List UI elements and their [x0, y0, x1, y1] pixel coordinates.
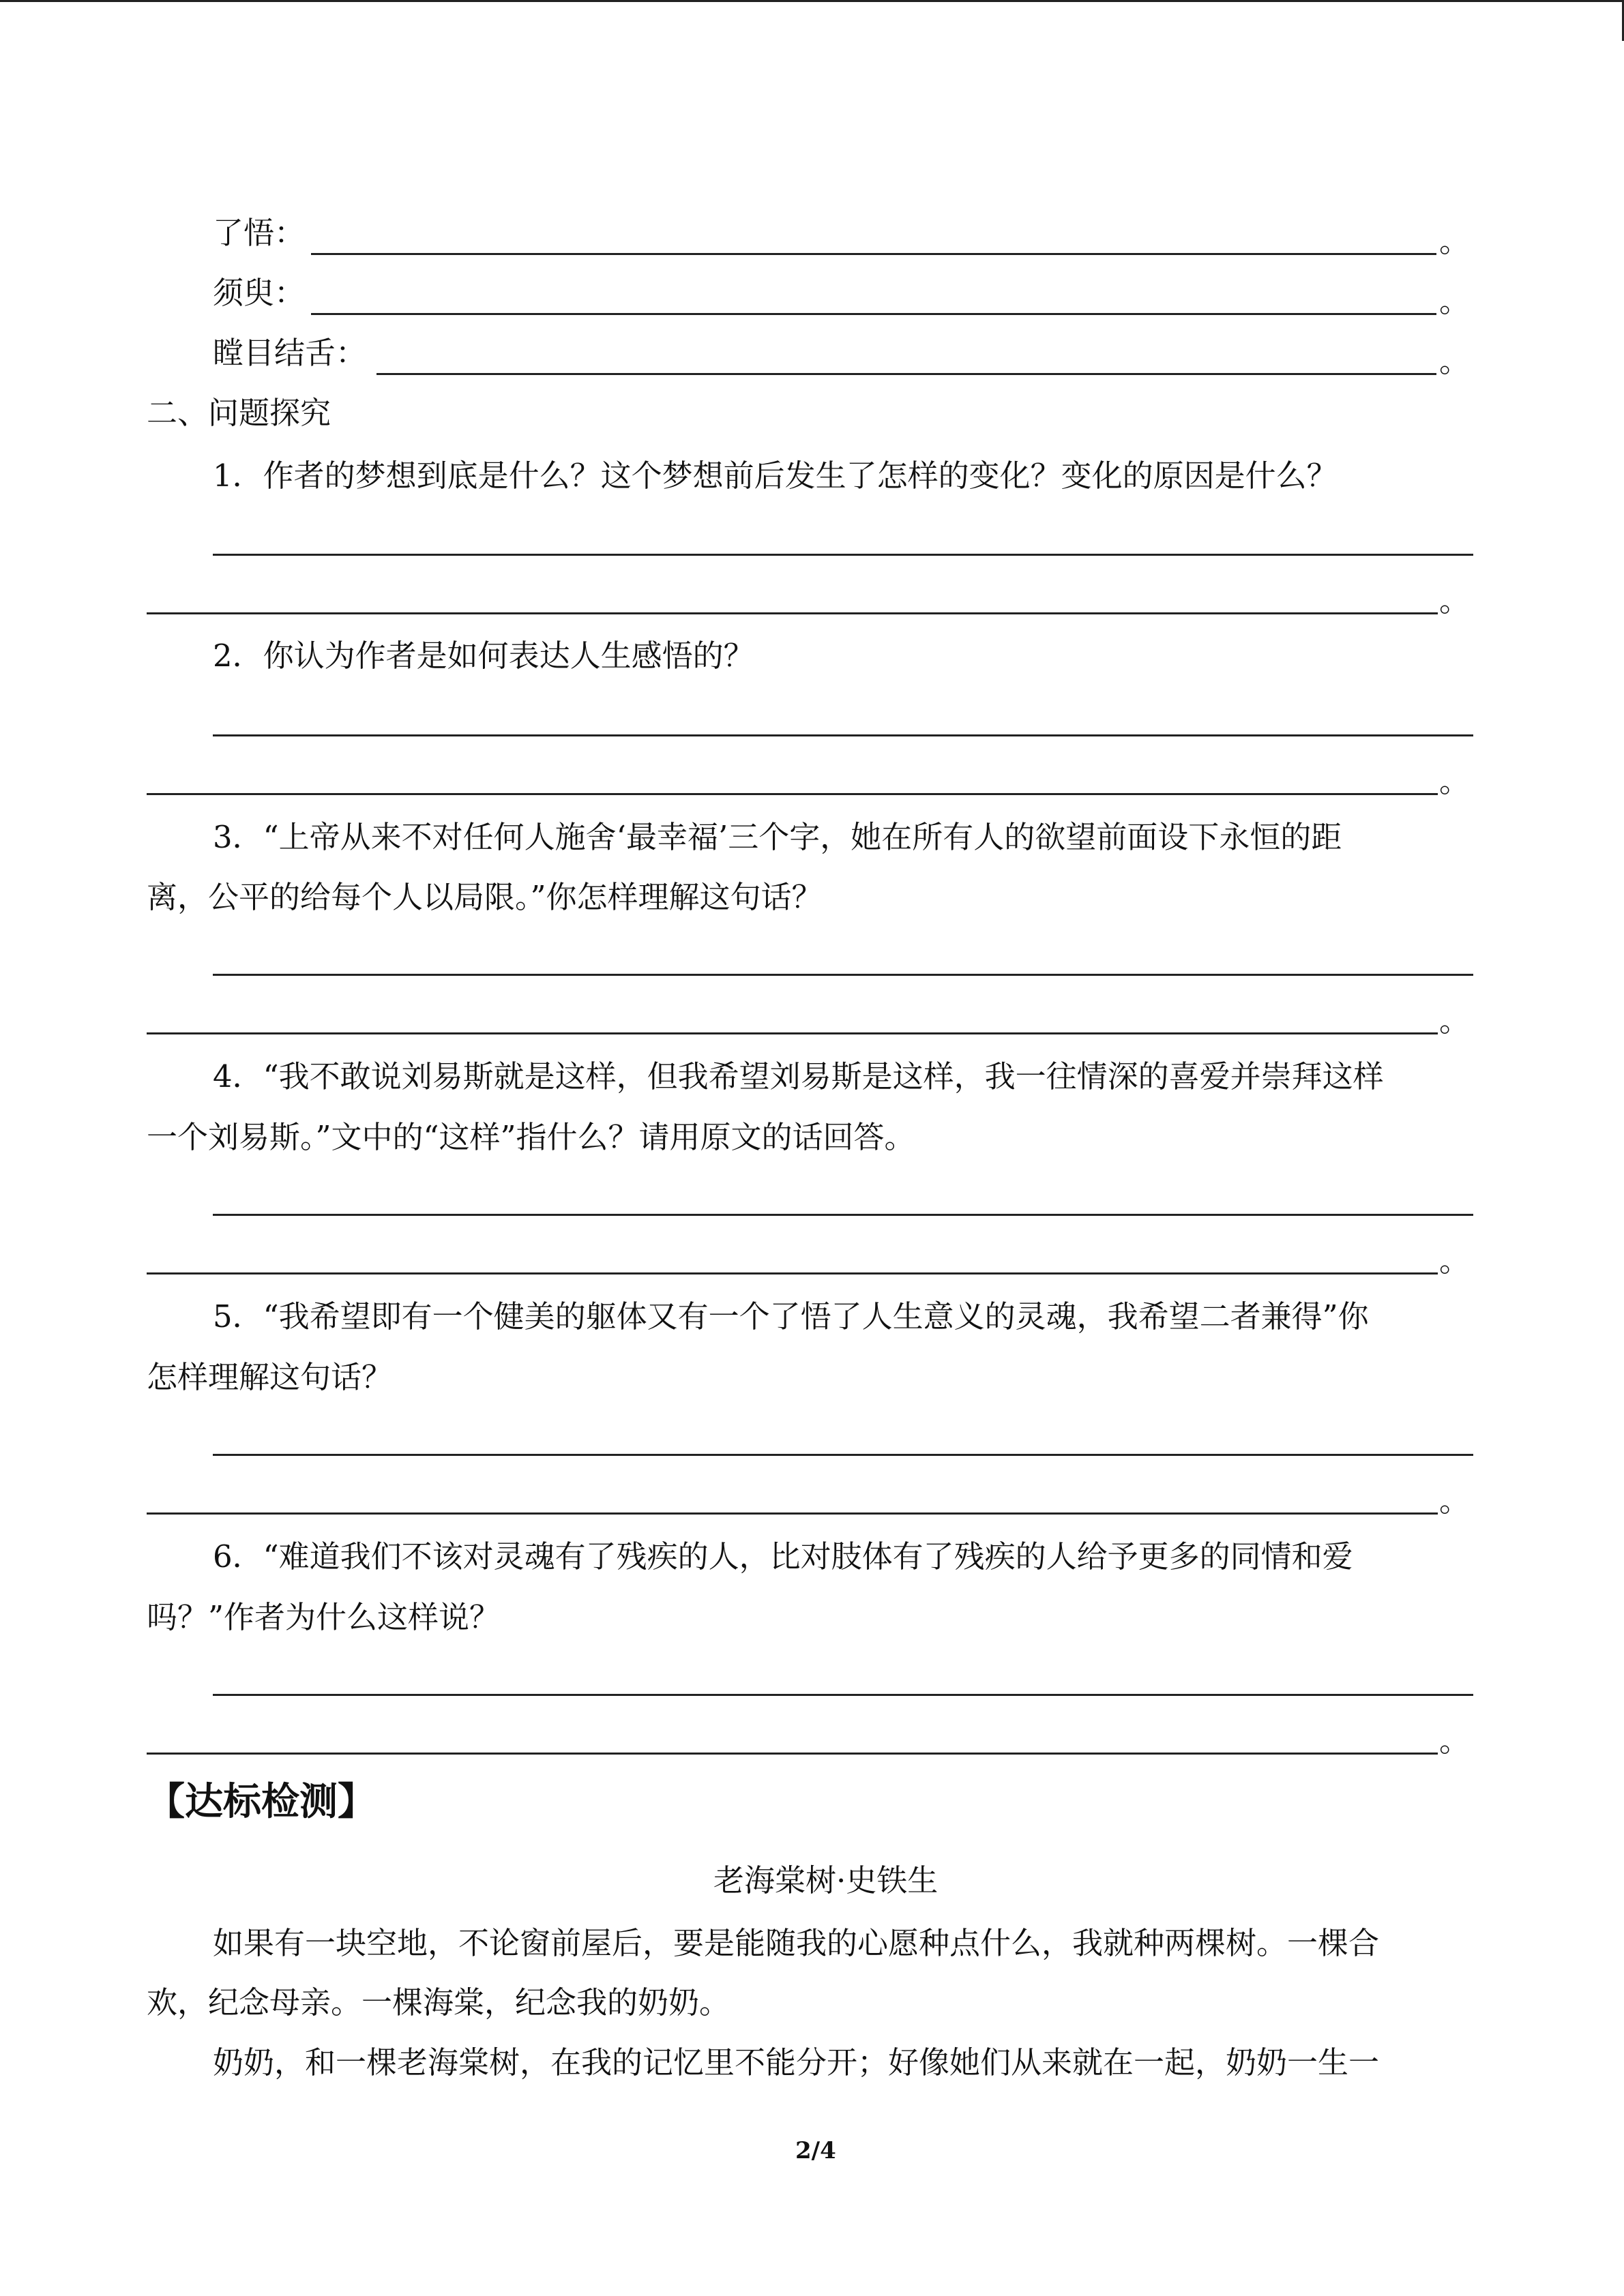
answer-line [147, 1032, 1438, 1034]
end-mark: 。 [1439, 763, 1471, 799]
end-mark: 。 [1439, 1482, 1471, 1519]
answer-line [147, 612, 1438, 614]
page-number: 2/4 [795, 2137, 836, 2164]
vocab-term-xuyu: 须臾： [213, 275, 306, 311]
question-3-text-line-2: 离，公平的给每个人以局限。”你怎样理解这句话？ [147, 879, 823, 915]
end-mark: 。 [1439, 582, 1471, 618]
end-mark: 。 [1439, 343, 1471, 379]
question-5-text-line-1: 5．“我希望即有一个健美的躯体又有一个了悟了人生意义的灵魂，我希望二者兼得”你 [213, 1298, 1369, 1335]
question-1-text: 1．作者的梦想到底是什么？这个梦想前后发生了怎样的变化？变化的原因是什么？ [213, 458, 1338, 494]
question-6-text-line-2: 吗？”作者为什么这样说？ [147, 1599, 501, 1635]
answer-line [377, 373, 1436, 375]
section-heading-assessment: 【达标检测】 [147, 1779, 376, 1824]
question-4-text-line-2: 一个刘易斯。”文中的“这样”指什么？请用原文的话回答。 [147, 1119, 915, 1155]
answer-line [213, 1454, 1473, 1456]
question-6-text-line-1: 6．“难道我们不该对灵魂有了残疾的人，比对肢体有了残疾的人给予更多的同情和爱 [213, 1538, 1353, 1575]
question-2-text: 2．你认为作者是如何表达人生感悟的？ [213, 638, 754, 674]
answer-line [311, 313, 1436, 315]
answer-line [147, 1512, 1438, 1515]
question-3-text-line-1: 3．“上帝从来不对任何人施舍‘最幸福’三个字，她在所有人的欲望前面设下永恒的距 [213, 819, 1342, 855]
section-heading-inquiry: 二、问题探究 [147, 395, 331, 431]
end-mark: 。 [1439, 1242, 1471, 1279]
end-mark: 。 [1439, 1002, 1471, 1039]
article-paragraph-1-line-1: 如果有一块空地，不论窗前屋后，要是能随我的心愿种点什么，我就种两棵树。一棵合 [213, 1925, 1380, 1961]
end-mark: 。 [1439, 223, 1471, 259]
end-mark: 。 [1439, 283, 1471, 319]
answer-line [213, 734, 1473, 736]
question-4-text-line-1: 4．“我不敢说刘易斯就是这样，但我希望刘易斯是这样，我一往情深的喜爱并崇拜这样 [213, 1058, 1384, 1094]
article-paragraph-2-line-1: 奶奶，和一棵老海棠树，在我的记忆里不能分开；好像她们从来就在一起，奶奶一生一 [213, 2044, 1380, 2081]
answer-line [147, 1272, 1438, 1274]
vocab-term-chengmujieshe: 瞠目结舌： [213, 335, 367, 371]
answer-line [213, 1694, 1473, 1696]
article-title: 老海棠树·史铁生 [713, 1862, 939, 1898]
answer-line [311, 253, 1436, 255]
answer-line [147, 1753, 1438, 1755]
answer-line [213, 554, 1473, 556]
answer-line [213, 974, 1473, 976]
page-top-border [0, 0, 1624, 2]
answer-line [147, 793, 1438, 795]
vocab-term-liaowu: 了悟： [213, 215, 306, 251]
answer-line [213, 1214, 1473, 1216]
question-5-text-line-2: 怎样理解这句话？ [147, 1359, 393, 1395]
end-mark: 。 [1439, 1723, 1471, 1759]
article-paragraph-1-line-2: 欢，纪念母亲。一棵海棠，纪念我的奶奶。 [147, 1984, 730, 2021]
